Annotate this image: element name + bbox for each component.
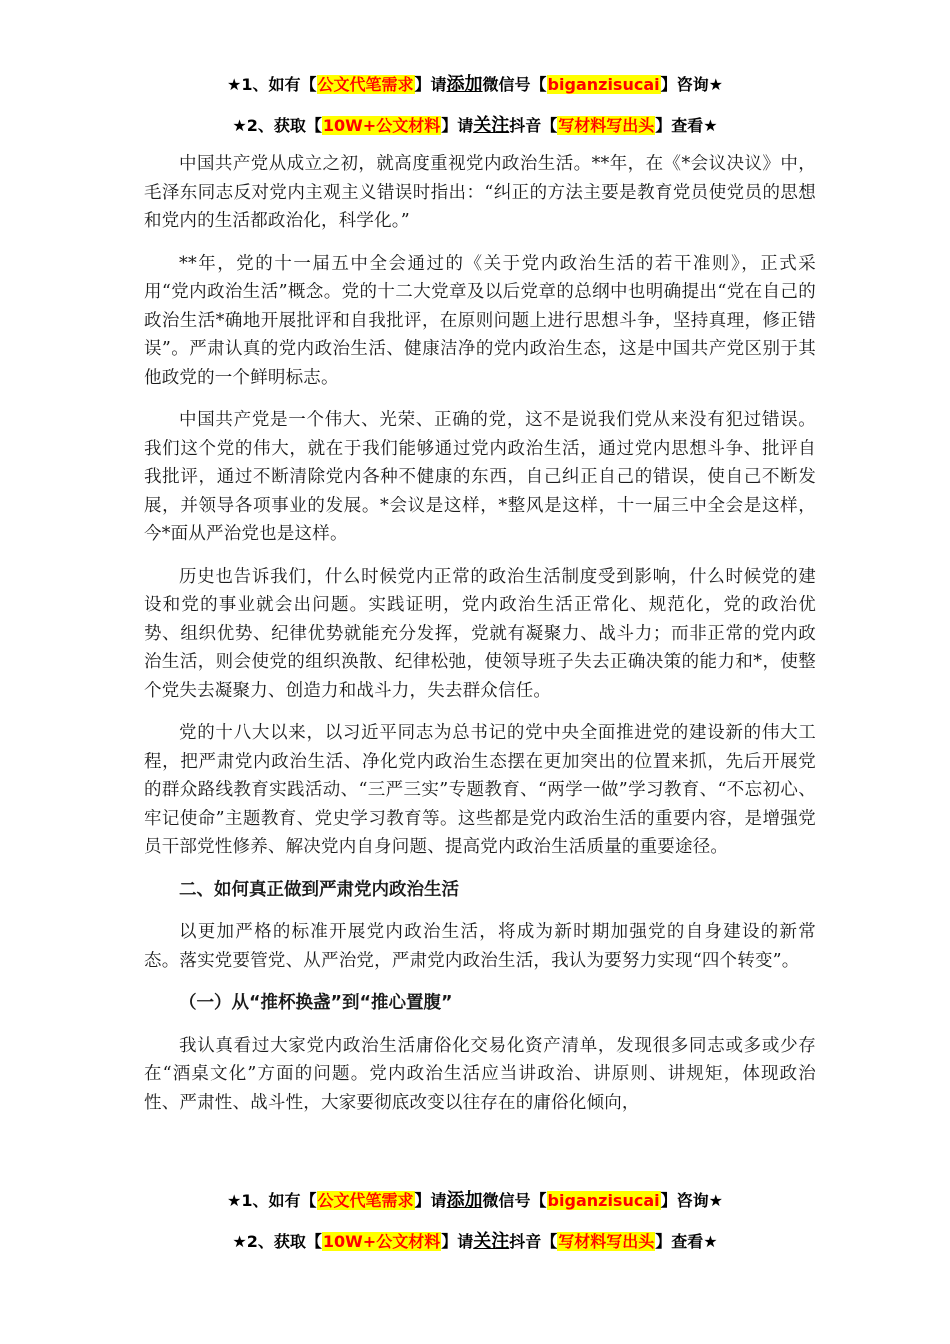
paragraph-6: 以更加严格的标准开展党内政治生活，将成为新时期加强党的自身建设的新常态。落实党要管党、从严治党，严肃党内政治生活，我认为要努力实现“四个转变”。 bbox=[144, 922, 816, 971]
banner-highlight: 10W+公文材料 bbox=[322, 1232, 441, 1251]
banner-highlight-douyin-id: 写材料写出头 bbox=[558, 116, 655, 135]
banner-underlined: 添加 bbox=[446, 74, 483, 95]
banner-highlight-wechat-id: biganzisucai bbox=[547, 1191, 660, 1210]
banner-text: ★2、获取【 bbox=[232, 116, 322, 135]
banner-text: 】查看★ bbox=[655, 116, 718, 135]
banner-highlight: 公文代笔需求 bbox=[317, 75, 414, 94]
paragraph-7: 我认真看过大家党内政治生活庸俗化交易化资产清单，发现很多同志或多或少存在“酒桌文化”方面的问题。党内政治生活应当讲政治、讲原则、讲规矩，体现政治性、严肃性、战斗性，大家要彻底改变以往存在的庸俗化倾向， bbox=[144, 1035, 816, 1113]
banner-text: 】咨询★ bbox=[660, 1191, 723, 1210]
banner-text: 】请 bbox=[441, 1232, 474, 1251]
paragraph-4: 历史也告诉我们，什么时候党内正常的政治生活制度受到影响，什么时候党的建设和党的事业就会出问题。实践证明，党内政治生活正常化、规范化，党的政治优势、组织优势、纪律优势就能充分发挥，党就有凝聚力、战斗力；而非正常的党内政治生活，则会使党的组织涣散、纪律松弛，使领导班子失去正确决策的能力和*，使整个党失去凝聚力、创造力和战斗力，失去群众信任。 bbox=[144, 566, 816, 701]
banner-text: 抖音【 bbox=[509, 116, 558, 135]
section-heading-2: 二、如何真正做到严肃党内政治生活 bbox=[179, 879, 459, 900]
paragraph-3: 中国共产党是一个伟大、光荣、正确的党，这不是说我们党从来没有犯过错误。我们这个党的伟大，就在于我们能够通过党内政治生活，通过党内思想斗争、批评自我批评，通过不断清除党内各种不健康的东西，自己纠正自己的错误，使自己不断发展，并领导各项事业的发展。*会议是这样，*整风是这样，十一届三中全会是这样，今*面从严治党也是这样。 bbox=[144, 410, 816, 544]
bottom-banner-line-2 bbox=[0, 1227, 950, 1253]
banner-text: 微信号【 bbox=[482, 75, 547, 94]
banner-highlight: 10W+公文材料 bbox=[322, 116, 441, 135]
paragraph-2: **年，党的十一届五中全会通过的《关于党内政治生活的若干准则》，正式采用“党内政治生活”概念。党的十二大党章及以后党章的总纲中也明确提出“党在自己的政治生活*确地开展批评和自我批评，在原则问题上进行思想斗争，坚持真理，修正错误”。严肃认真的党内政治生活、健康洁净的党内政治生态，这是中国共产党区别于其他政党的一个鲜明标志。 bbox=[144, 253, 816, 388]
top-banner-line-1 bbox=[0, 70, 950, 96]
banner-text: ★1、如有【 bbox=[227, 1191, 317, 1210]
banner-text: ★2、获取【 bbox=[232, 1232, 322, 1251]
banner-text: 】请 bbox=[414, 75, 447, 94]
document-body bbox=[144, 150, 816, 1131]
banner-text: 】咨询★ bbox=[660, 75, 723, 94]
banner-text: 抖音【 bbox=[509, 1232, 558, 1251]
banner-highlight-douyin-id: 写材料写出头 bbox=[558, 1232, 655, 1251]
banner-text: ★1、如有【 bbox=[227, 75, 317, 94]
banner-highlight-wechat-id: biganzisucai bbox=[547, 75, 660, 94]
bottom-banner-line-1 bbox=[0, 1186, 950, 1212]
banner-underlined: 关注 bbox=[473, 115, 510, 136]
banner-text: 】请 bbox=[441, 116, 474, 135]
subsection-heading-1: （一）从“推杯换盏”到“推心置腹” bbox=[179, 993, 453, 1013]
banner-text: 】请 bbox=[414, 1191, 447, 1210]
top-banner-line-2 bbox=[0, 111, 950, 137]
banner-highlight: 公文代笔需求 bbox=[317, 1191, 414, 1210]
banner-underlined: 添加 bbox=[446, 1190, 483, 1211]
banner-text: 】查看★ bbox=[655, 1232, 718, 1251]
paragraph-1: 中国共产党从成立之初，就高度重视党内政治生活。**年，在《*会议决议》中，毛泽东同志反对党内主观主义错误时指出：“纠正的方法主要是教育党员使党员的思想和党内的生活都政治化，科学化。” bbox=[144, 154, 816, 231]
banner-text: 微信号【 bbox=[482, 1191, 547, 1210]
paragraph-5: 党的十八大以来，以习近平同志为总书记的党中央全面推进党的建设新的伟大工程，把严肃党内政治生活、净化党内政治生态摆在更加突出的位置来抓，先后开展党的群众路线教育实践活动、“三严三实”专题教育、“两学一做”学习教育、“不忘初心、牢记使命”主题教育、党史学习教育等。这些都是党内政治生活的重要内容，是增强党员干部党性修养、解决党内自身问题、提高党内政治生活质量的重要途径。 bbox=[144, 723, 816, 857]
banner-underlined: 关注 bbox=[473, 1231, 510, 1252]
